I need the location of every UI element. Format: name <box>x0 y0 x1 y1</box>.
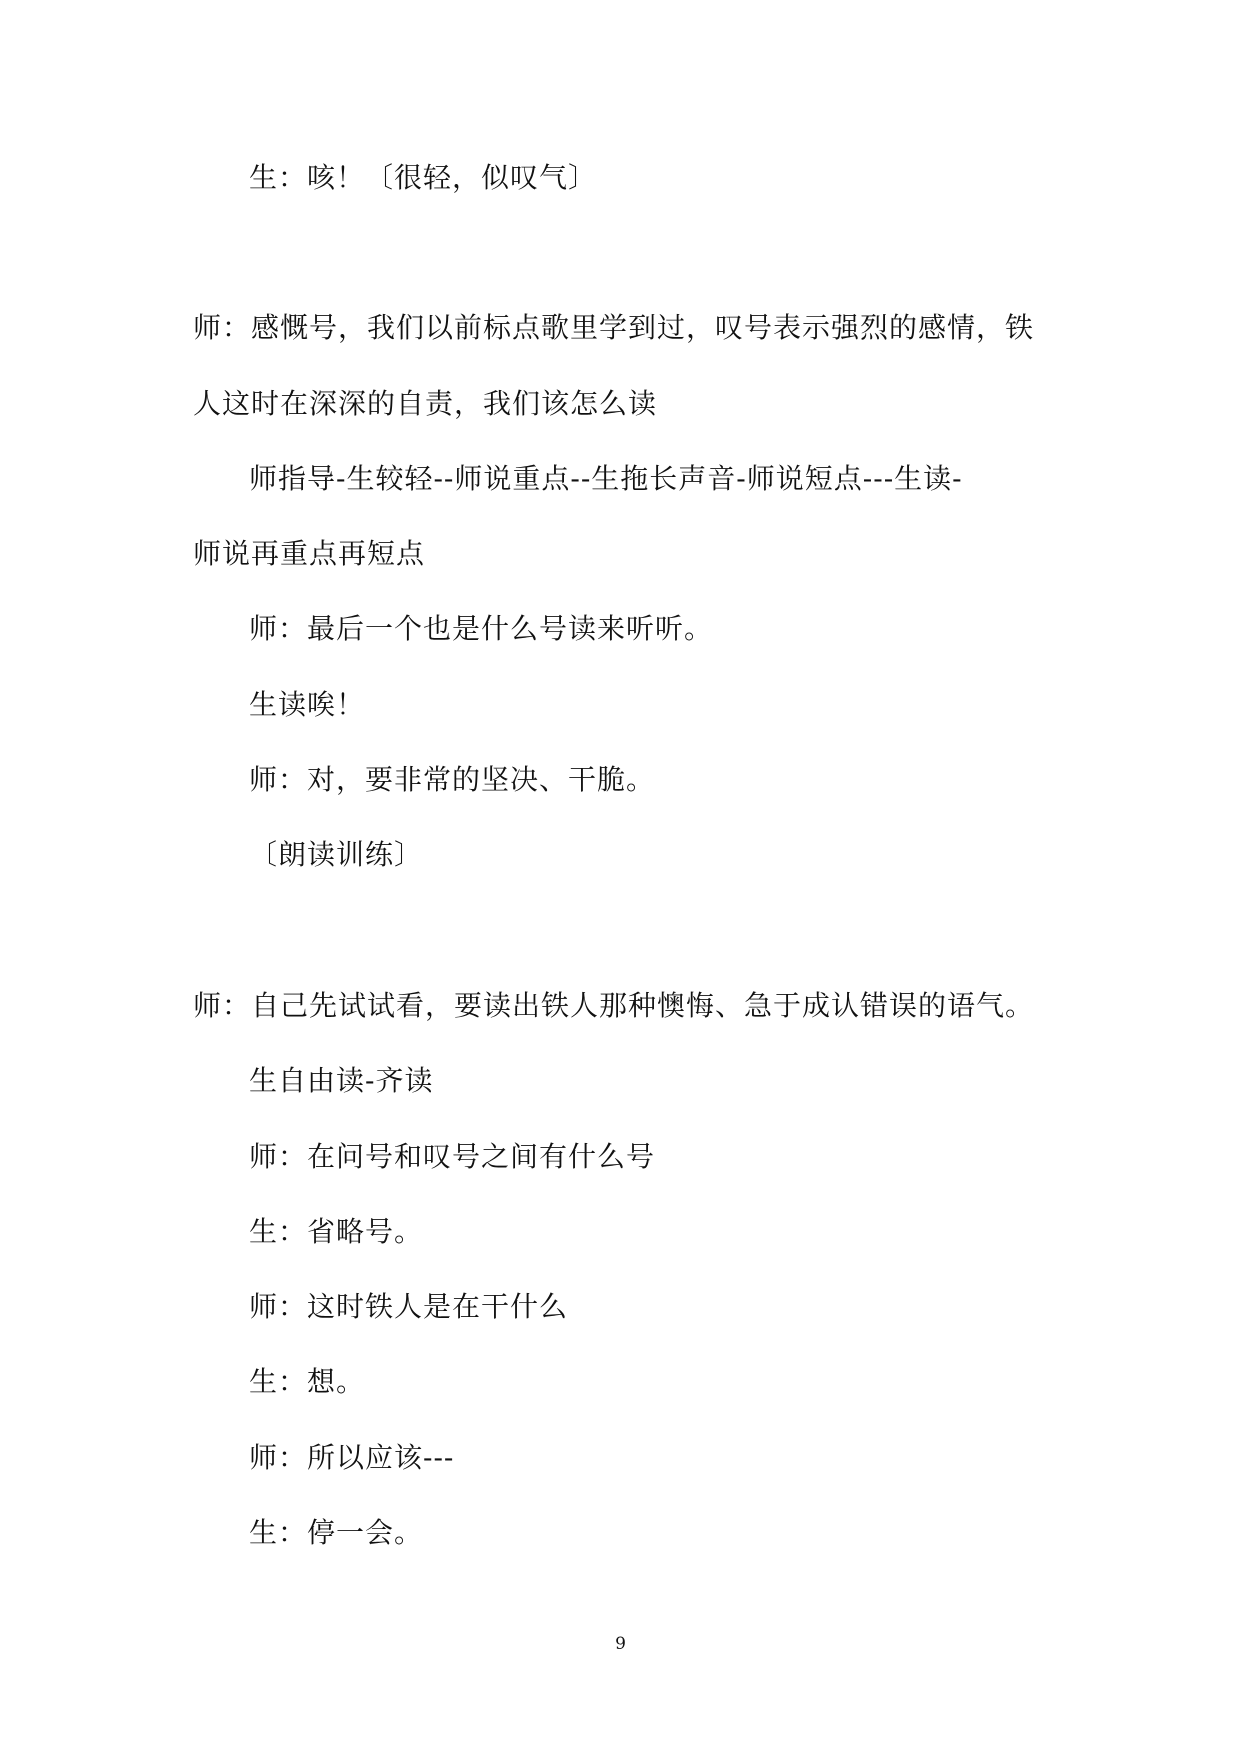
page-number: 9 <box>615 1634 626 1654</box>
text-line: 生自由读-齐读 <box>249 1064 434 1097</box>
section-heading: 〔朗读训练〕 <box>249 838 424 871</box>
text-line: 师：对，要非常的坚决、干脆。 <box>249 763 656 796</box>
text-line: 师指导-生较轻--师说重点--生拖长声音-师说短点---生读- <box>249 462 963 495</box>
text-line: 生：停一会。 <box>249 1516 424 1549</box>
text-line: 师：所以应该--- <box>249 1441 455 1474</box>
text-line: 生：想。 <box>249 1365 366 1398</box>
text-line: 生：省略号。 <box>249 1215 424 1248</box>
text-line: 生读唉！ <box>249 688 366 721</box>
text-line: 师：感慨号，我们以前标点歌里学到过，叹号表示强烈的感情，铁 <box>193 311 1035 344</box>
text-line: 生：咳！〔很轻，似叹气〕 <box>249 161 598 194</box>
text-line: 师：最后一个也是什么号读来听听。 <box>249 612 714 645</box>
text-line: 人这时在深深的自责，我们该怎么读 <box>193 387 658 420</box>
text-line: 师说再重点再短点 <box>193 537 426 570</box>
text-line: 师：在问号和叹号之间有什么号 <box>249 1140 656 1173</box>
text-line: 师：自己先试试看，要读出铁人那种懊悔、急于成认错误的语气。 <box>193 989 1035 1022</box>
text-line: 师：这时铁人是在干什么 <box>249 1290 569 1323</box>
